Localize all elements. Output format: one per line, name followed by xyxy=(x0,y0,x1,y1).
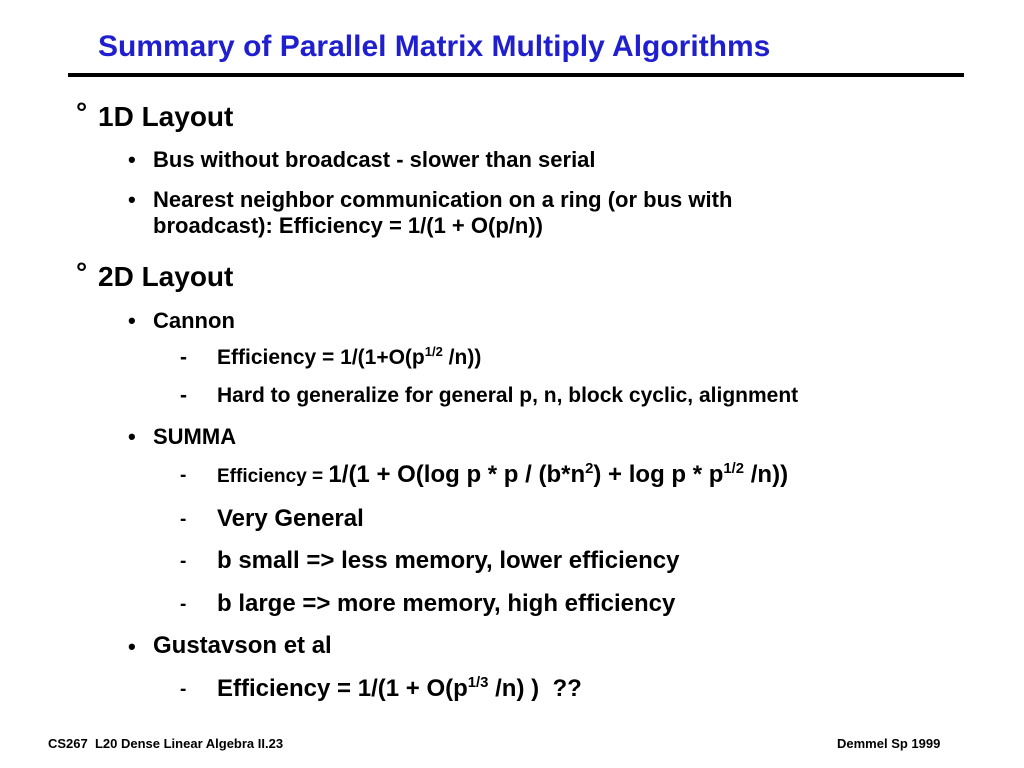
superscript: 1/2 xyxy=(424,344,443,360)
dot-bullet: • xyxy=(128,424,136,449)
dot-bullet: • xyxy=(128,187,136,212)
sub-text: b large => more memory, high efficiency xyxy=(217,590,676,617)
superscript: 1/2 xyxy=(723,461,745,478)
bullet-text: SUMMA xyxy=(153,424,237,449)
sub-text: Efficiency = 1/(1 + O(log $p * p / (b*n^2) + \log p * p^{1/2}$ /n)) xyxy=(217,461,789,488)
bullet-text: Gustavson et al xyxy=(153,632,332,659)
dash-bullet: - xyxy=(180,384,187,407)
slide-title: Summary of Parallel Matrix Multiply Algorithms xyxy=(98,30,771,63)
bullet-text: Bus without broadcast - slower than serial xyxy=(153,147,596,172)
bullet-text: Cannon xyxy=(153,308,235,333)
degree-bullet: ° xyxy=(76,257,88,288)
dash-bullet: - xyxy=(180,465,187,486)
dash-bullet: - xyxy=(180,509,187,530)
dash-bullet: - xyxy=(180,551,187,572)
superscript: 1/3 xyxy=(467,675,489,692)
dot-bullet: • xyxy=(128,147,136,172)
dot-bullet: • xyxy=(128,308,136,333)
dash-bullet: - xyxy=(180,679,187,700)
footer-author-label: Demmel Sp 1999 xyxy=(837,736,941,751)
dot-bullet: • xyxy=(128,634,136,659)
dash-bullet: - xyxy=(180,594,187,615)
sub-text: Efficiency = $1/(1 + O(p^{1/3}$ /n) ) ?? xyxy=(217,675,582,702)
sub-text: b small => less memory, lower efficiency xyxy=(217,547,680,574)
bullet-text-line-1: Nearest neighbor communication on a ring (or bus with xyxy=(153,187,733,212)
sub-text: Efficiency = $1/(1+O(p^{1/2}$ /n)) xyxy=(217,344,482,369)
sub-text: Hard to generalize for general p, n, block cyclic, alignment xyxy=(217,384,799,407)
dash-bullet: - xyxy=(180,346,187,369)
superscript: 2 xyxy=(585,461,594,478)
sub-text: Very General xyxy=(217,505,364,532)
degree-bullet: ° xyxy=(76,97,88,128)
footer-course-label: CS267 L20 Dense Linear Algebra II.23 xyxy=(48,736,284,751)
section-heading: 2D Layout xyxy=(98,261,234,292)
title-underline xyxy=(68,73,964,77)
section-heading: 1D Layout xyxy=(98,101,234,132)
bullet-text-line-2: broadcast): Efficiency = 1/(1 + O(p/n)) xyxy=(153,213,543,238)
